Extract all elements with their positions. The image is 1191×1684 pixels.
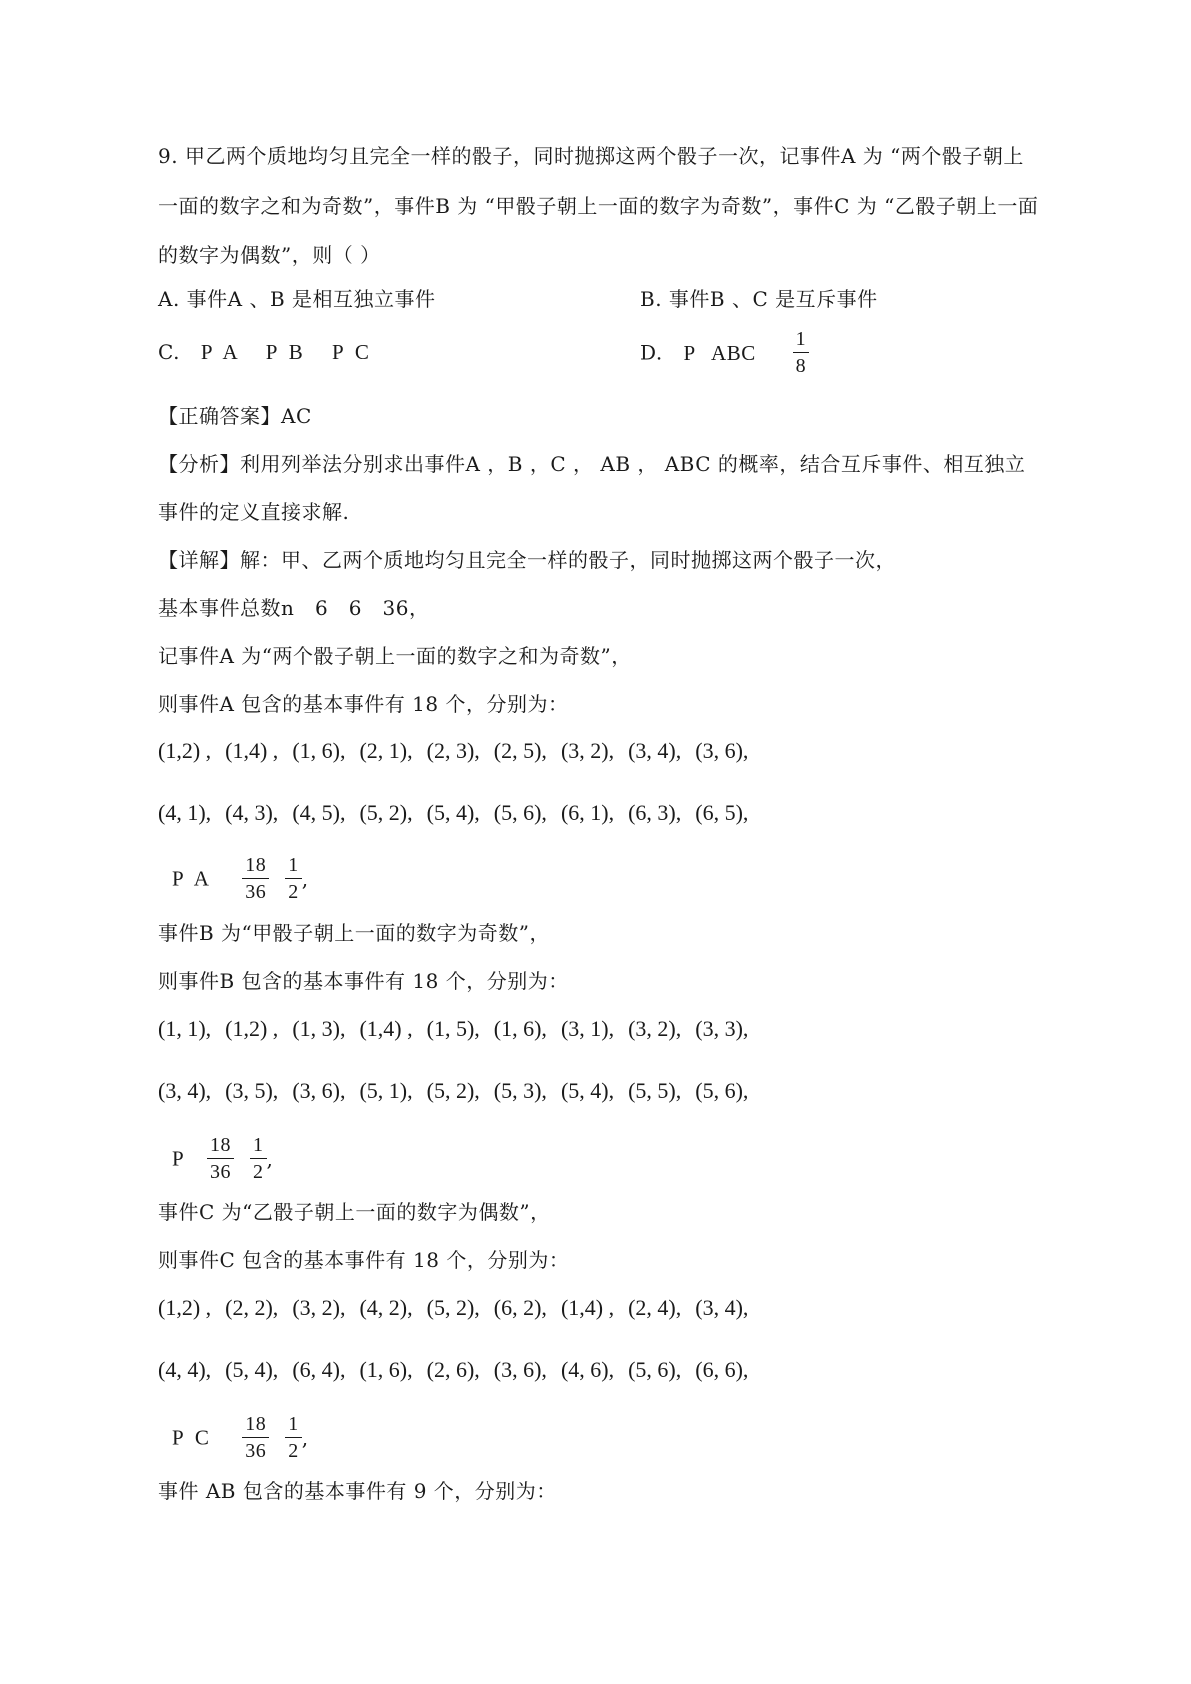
list-item: (5, 6), [493,800,547,825]
list-item: (3, 1), [560,1016,615,1041]
list-item: (5, 5), [628,1078,682,1103]
list-item: (5, 3), [493,1078,547,1103]
fraction-numerator: 1 [285,1411,302,1438]
detail-intro: 【详解】解：甲、乙两个质地均匀且完全一样的骰子，同时抛掷这两个骰子一次， [158,548,896,572]
event-c-list-row-1 [158,1295,762,1321]
event-a-definition: 记事件A 为“两个骰子朝上一面的数字之和为奇数”， [158,644,632,668]
list-item: (5, 4), [560,1078,615,1103]
fraction [242,852,269,905]
list-item: (1, 1), [158,1016,212,1041]
question-line-2: 一面的数字之和为奇数”，事件B 为 “甲骰子朝上一面的数字为奇数”，事件C 为 “乙骰子朝上一面 [158,194,1039,218]
correct-answer: 【正确答案】AC [158,404,312,428]
option-d-fraction [793,326,810,379]
list-item: (6, 1), [560,800,615,825]
event-b-list-row-1 [158,1016,762,1042]
list-item: (6, 5), [695,800,749,825]
list-item: (3, 4), [158,1078,212,1103]
event-a-list-row-2 [158,800,762,826]
event-b-list-row-2 [158,1078,762,1104]
list-item: (4, 5), [292,800,346,825]
fraction [207,1132,234,1185]
fraction-denominator: 36 [245,881,267,903]
list-item: (5, 6), [695,1078,749,1103]
option-d-label: D. [640,340,663,365]
fraction [242,1411,269,1464]
event-c-definition: 事件C 为“乙骰子朝上一面的数字为偶数”， [158,1200,551,1224]
list-item: (2, 3), [426,738,480,763]
fraction-denominator: 2 [288,1440,299,1462]
event-b-definition: 事件B 为“甲骰子朝上一面的数字为奇数”， [158,921,551,945]
list-item: (4, 6), [560,1357,615,1382]
fraction [285,1411,302,1464]
fraction [285,852,302,905]
fraction-numerator: 1 [250,1132,267,1159]
list-item: (5, 2), [359,800,413,825]
event-ab-count: 事件 AB 包含的基本事件有 9 个，分别为： [158,1479,557,1503]
fraction-numerator: 1 [793,326,810,353]
fraction-denominator: 8 [795,355,807,377]
list-item: (4, 2), [359,1295,413,1320]
option-c-expression: P A P B P C [200,340,370,364]
list-item: (6, 4), [292,1357,346,1382]
probability-label: P A [172,866,210,891]
list-item: (3, 2), [560,738,615,763]
list-item: (1,2) , [225,1016,279,1041]
fraction [250,1132,267,1185]
list-item: (1, 3), [292,1016,346,1041]
list-item: (1,4) , [225,738,279,763]
event-b-count: 则事件B 包含的基本事件有 18 个，分别为： [158,969,569,993]
fraction-denominator: 36 [245,1440,267,1462]
list-item: (1, 6), [292,738,346,763]
list-item: (6, 2), [493,1295,547,1320]
analysis-line-2: 事件的定义直接求解. [158,500,350,524]
list-item: (1,4) , [560,1295,615,1320]
event-c-count: 则事件C 包含的基本事件有 18 个，分别为： [158,1248,570,1272]
list-item: (3, 2), [628,1016,682,1041]
fraction-numerator: 18 [242,1411,269,1438]
list-item: (1,2) , [158,738,212,763]
option-a: A. 事件A 、B 是相互独立事件 [158,287,436,311]
list-item: (4, 1), [158,800,212,825]
list-item: (5, 2), [426,1078,480,1103]
list-item: (3, 6), [695,738,749,763]
analysis-line-1: 【分析】利用列举法分别求出事件A ，B ，C ， AB ， ABC 的概率，结合互斥事件、相互独立 [158,452,1026,476]
list-item: (5, 4), [225,1357,279,1382]
event-c-list-row-2 [158,1357,762,1383]
list-item: (3, 4), [695,1295,749,1320]
question-line-1: 9. 甲乙两个质地均匀且完全一样的骰子，同时抛掷这两个骰子一次，记事件A 为 “两个骰子朝上 [158,144,1024,168]
fraction-denominator: 2 [288,881,299,903]
list-item: (4, 4), [158,1357,212,1382]
fraction-numerator: 1 [285,852,302,879]
list-item: (5, 4), [426,800,480,825]
event-a-count: 则事件A 包含的基本事件有 18 个，分别为： [158,692,569,716]
probability-a: P A $\frac{18}{36}$ $\frac{1}{2}$ , [172,854,309,903]
option-c-label: C. [158,340,180,364]
list-item: (2, 4), [628,1295,682,1320]
list-item: (4, 3), [225,800,279,825]
list-item: (1, 6), [493,1016,547,1041]
fraction-denominator: 36 [210,1161,232,1183]
list-item: (3, 4), [628,738,682,763]
list-item: (2, 5), [493,738,547,763]
list-item: (1, 5), [426,1016,480,1041]
probability-b: P $\frac{18}{36}$ $\frac{1}{2}$ , [172,1134,274,1183]
list-item: (5, 6), [628,1357,682,1382]
list-item: (1,4) , [359,1016,413,1041]
list-item: (1,2) , [158,1295,212,1320]
list-item: (5, 1), [359,1078,413,1103]
option-d [640,326,817,379]
option-d-expression: P ABC [683,340,756,365]
list-item: (3, 5), [225,1078,279,1103]
event-a-list-row-1 [158,738,762,764]
question-line-3: 的数字为偶数”，则（ ） [158,243,381,267]
list-item: (1, 6), [359,1357,413,1382]
list-item: (3, 6), [493,1357,547,1382]
list-item: (2, 6), [426,1357,480,1382]
fraction-numerator: 18 [207,1132,234,1159]
list-item: (2, 1), [359,738,413,763]
total-events: 基本事件总数n 6 6 36， [158,596,430,620]
list-item: (3, 2), [292,1295,346,1320]
fraction-denominator: 2 [253,1161,264,1183]
fraction-numerator: 18 [242,852,269,879]
probability-c: P C $\frac{18}{36}$ $\frac{1}{2}$ , [172,1413,309,1462]
list-item: (6, 6), [695,1357,749,1382]
option-c [158,340,369,364]
list-item: (6, 3), [628,800,682,825]
list-item: (3, 3), [695,1016,749,1041]
probability-label: P C [172,1425,210,1450]
list-item: (5, 2), [426,1295,480,1320]
option-b: B. 事件B 、C 是互斥事件 [640,287,878,311]
probability-label: P [172,1146,185,1171]
list-item: (2, 2), [225,1295,279,1320]
list-item: (3, 6), [292,1078,346,1103]
